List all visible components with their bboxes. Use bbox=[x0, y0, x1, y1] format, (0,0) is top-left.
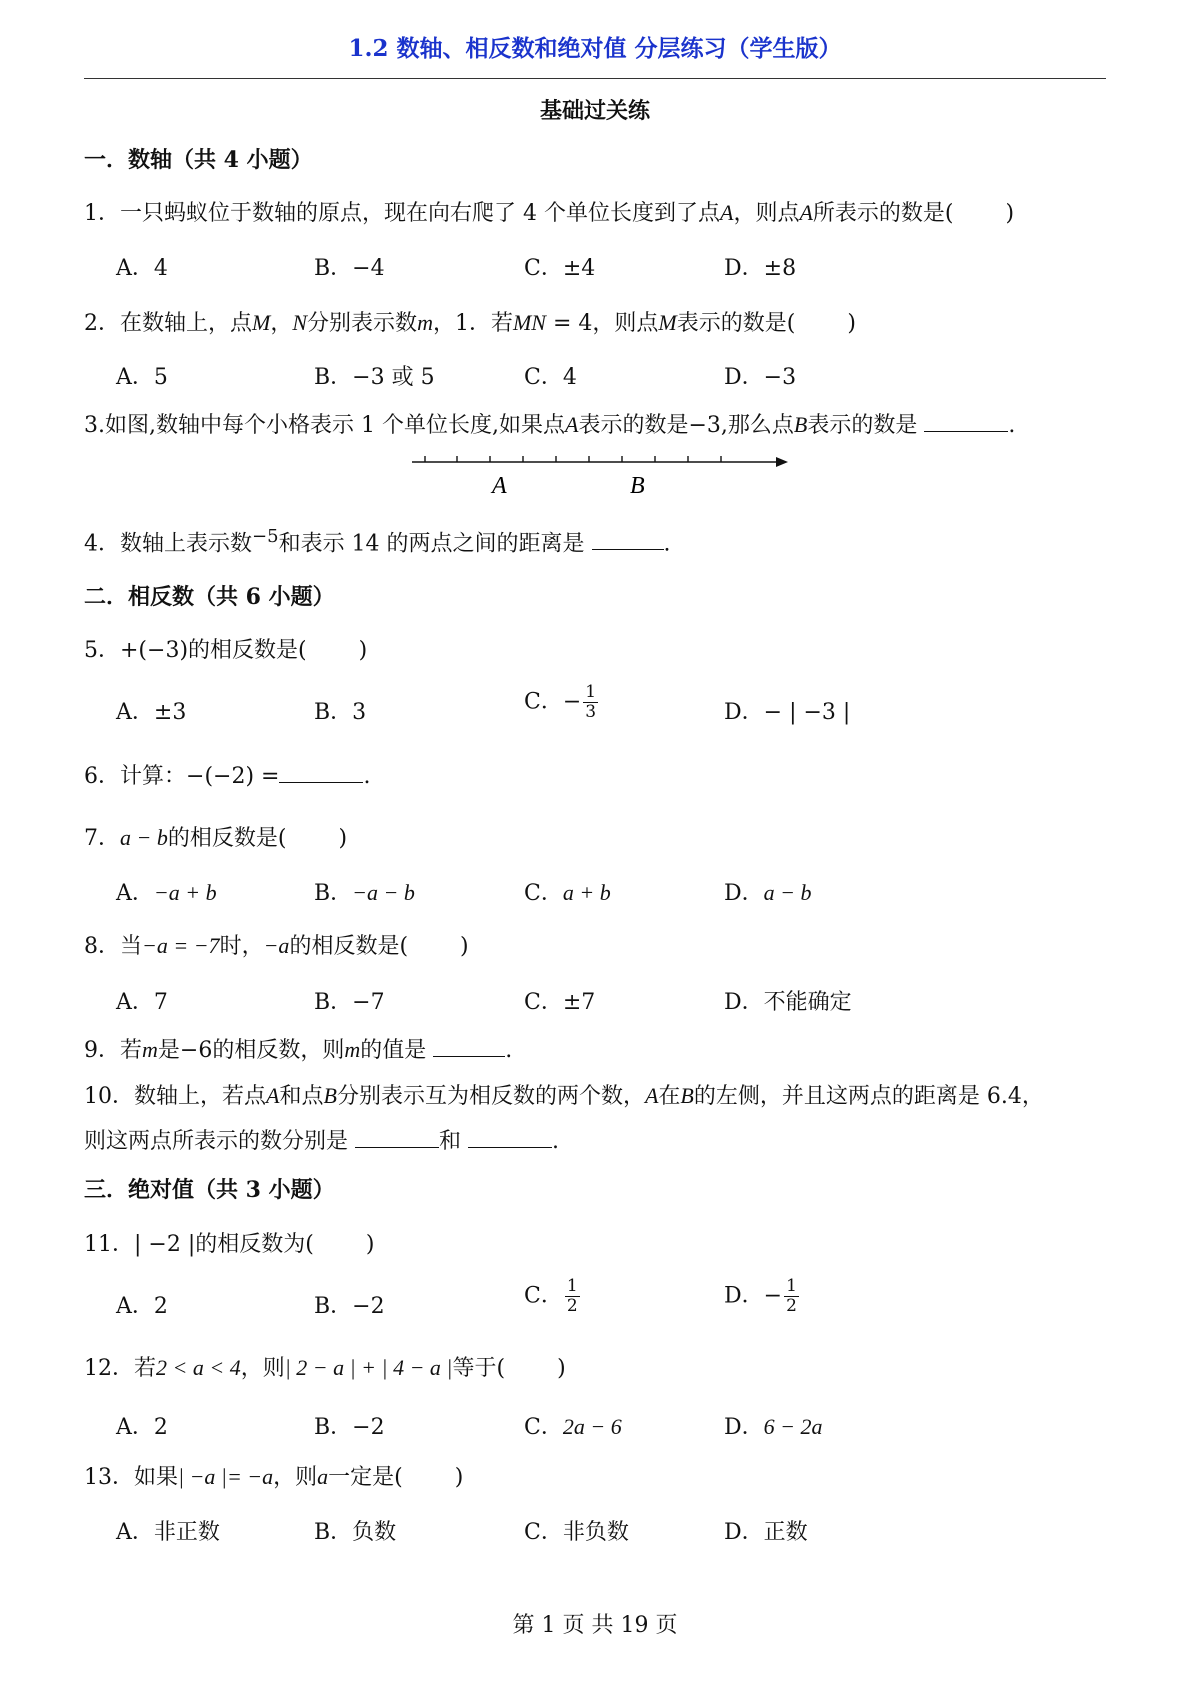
option-c: C．4 bbox=[524, 365, 577, 390]
option-c: C．a + b bbox=[524, 880, 611, 906]
question-number: 7． bbox=[84, 826, 120, 851]
question-10: 10．数轴上，若点A和点B分别表示互为相反数的两个数，A在B的左侧，并且这两点的距离是 6.4， bbox=[84, 1083, 1044, 1109]
option-d: D．±8 bbox=[724, 256, 797, 281]
question-2: 2．在数轴上，点M，N分别表示数m，1．若MN = 4，则点M表示的数是( ) bbox=[84, 310, 856, 336]
option-d: D．正数 bbox=[724, 1520, 808, 1545]
option-d: D．−3 bbox=[724, 365, 797, 390]
option-c: C．±4 bbox=[524, 256, 596, 281]
answer-blank bbox=[924, 413, 1008, 432]
question-4: 4．数轴上表示数$^{-5}$和表示 14 的两点之间的距离是 . bbox=[84, 526, 671, 557]
answer-blank bbox=[468, 1129, 552, 1148]
section-heading-number-line: 一．数轴（共 4 小题） bbox=[84, 147, 313, 173]
option-d: D．6 − 2a bbox=[724, 1414, 823, 1440]
question-number: 2． bbox=[84, 311, 120, 336]
option-b: B．负数 bbox=[314, 1520, 397, 1545]
page-footer: 第 1 页 共 19 页 bbox=[512, 1613, 678, 1638]
question-number: 1． bbox=[84, 201, 120, 226]
option-a: A．5 bbox=[116, 365, 168, 390]
fraction: $\frac{1}{3}$ bbox=[585, 682, 597, 722]
question-5: 5．+(−3)的相反数是( ) bbox=[84, 638, 368, 663]
question-9: 9．若m是−6的相反数，则m的值是 . bbox=[84, 1037, 513, 1063]
question-number: 8． bbox=[84, 934, 120, 959]
question-3: 3.如图,数轴中每个小格表示 1 个单位长度,如果点A表示的数是−3,那么点B表示的数是 . bbox=[84, 412, 1016, 438]
point-a-label: A bbox=[492, 473, 507, 499]
document-title: 1.2 数轴、相反数和绝对值 分层练习（学生版） bbox=[348, 35, 842, 62]
option-b: B．−2 bbox=[314, 1294, 385, 1319]
option-d: D．a − b bbox=[724, 880, 812, 906]
option-c: C．− $\frac{1}{3}$ bbox=[524, 682, 597, 722]
answer-blank bbox=[433, 1038, 505, 1057]
option-a: A．±3 bbox=[116, 700, 187, 725]
tick-marks bbox=[425, 456, 721, 462]
option-b: B．−4 bbox=[314, 256, 385, 281]
question-number: 6． bbox=[84, 764, 120, 789]
option-a: A．2 bbox=[116, 1415, 168, 1440]
question-10-line-2: 则这两点所表示的数分别是 和 . bbox=[84, 1129, 560, 1154]
answer-blank bbox=[592, 531, 664, 550]
question-number: 4． bbox=[84, 531, 120, 557]
fraction: $\frac{1}{2}$ bbox=[566, 1276, 578, 1316]
question-number: 11． bbox=[84, 1232, 134, 1257]
option-b: B．−a − b bbox=[314, 880, 415, 906]
question-number: 10． bbox=[84, 1084, 134, 1109]
question-7: 7．a − b的相反数是( ) bbox=[84, 825, 348, 851]
option-c: C． $\frac{1}{2}$ bbox=[524, 1276, 578, 1316]
question-8: 8．当−a = −7时，−a的相反数是( ) bbox=[84, 933, 469, 959]
option-a: A．非正数 bbox=[116, 1520, 220, 1545]
question-1: 1．一只蚂蚁位于数轴的原点，现在向右爬了 4 个单位长度到了点A，则点A所表示的数是( ) bbox=[84, 200, 1015, 226]
question-6: 6．计算：−(−2) = . bbox=[84, 764, 371, 789]
arrow-head-icon bbox=[776, 457, 788, 467]
answer-blank bbox=[279, 764, 363, 783]
question-number: 3. bbox=[84, 413, 105, 438]
question-11: 11．| −2 |的相反数为( ) bbox=[84, 1232, 375, 1257]
question-number: 5． bbox=[84, 638, 120, 663]
section-heading-opposite-numbers: 二．相反数（共 6 小题） bbox=[84, 584, 335, 610]
option-b: B．−2 bbox=[314, 1415, 385, 1440]
answer-blank bbox=[355, 1129, 439, 1148]
header-divider bbox=[84, 78, 1106, 79]
option-b: B．3 bbox=[314, 700, 367, 725]
section-heading-absolute-value: 三．绝对值（共 3 小题） bbox=[84, 1177, 335, 1203]
question-number: 13． bbox=[84, 1465, 134, 1490]
number-line-figure bbox=[410, 452, 790, 502]
option-d: D．− $\frac{1}{2}$ bbox=[724, 1276, 797, 1316]
question-13: 13．如果| −a |= −a，则a一定是( ) bbox=[84, 1464, 464, 1490]
fraction: $\frac{1}{2}$ bbox=[786, 1276, 797, 1316]
question-12: 12．若2 < a < 4，则| 2 − a | + | 4 − a |等于( ) bbox=[84, 1355, 566, 1381]
option-a: A．7 bbox=[116, 990, 168, 1015]
option-b: B．−3 或 5 bbox=[314, 365, 435, 390]
option-c: C．2a − 6 bbox=[524, 1414, 622, 1440]
level-subtitle: 基础过关练 bbox=[539, 98, 650, 124]
option-c: C．±7 bbox=[524, 990, 596, 1015]
option-a: A．−a + b bbox=[116, 880, 217, 906]
option-d: D．不能确定 bbox=[724, 990, 852, 1015]
question-number: 9． bbox=[84, 1038, 120, 1063]
point-b-label: B bbox=[630, 473, 645, 499]
option-c: C．非负数 bbox=[524, 1520, 629, 1545]
option-d: D．− | −3 | bbox=[724, 700, 851, 725]
option-a: A．2 bbox=[116, 1294, 168, 1319]
question-number: 12． bbox=[84, 1356, 134, 1381]
option-a: A．4 bbox=[116, 256, 168, 281]
option-b: B．−7 bbox=[314, 990, 385, 1015]
